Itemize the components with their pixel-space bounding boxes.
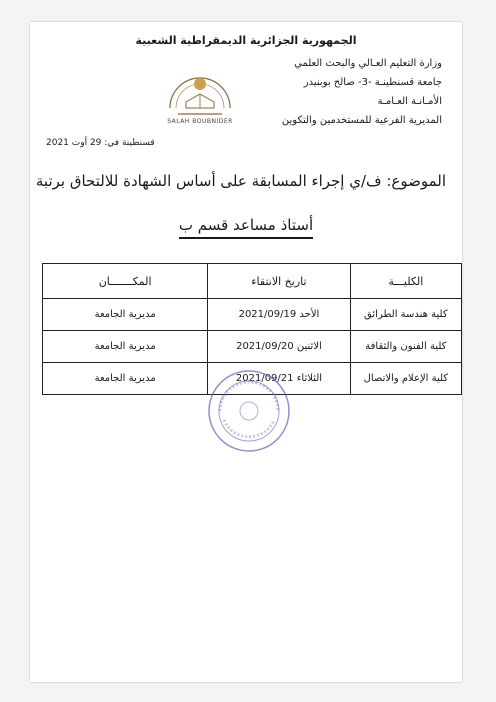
day-name: الاثنين	[296, 341, 322, 352]
ministry-line: وزارة التعليم العـالي والبحث العلمي	[294, 58, 442, 69]
official-stamp	[206, 368, 292, 454]
table-row	[43, 299, 462, 331]
place-cell: مديرية الجامعة	[43, 331, 208, 363]
directorate-line: المديرية الفرعية للمستخدمين والتكوين	[281, 115, 442, 126]
place-cell: مديرية الجامعة	[43, 299, 208, 331]
header-date: تاريخ الانتقاء	[208, 264, 350, 299]
table-row	[43, 331, 462, 363]
subject-line: الموضوع: ف/ي إجراء المسابقة على أساس الشهادة للالتحاق برتبة	[35, 172, 446, 190]
logo-caption: SALAH BOUBNIDER	[167, 118, 233, 125]
day-name: الأحد	[299, 309, 320, 320]
faculty-cell: كلية هندسة الطرائق	[350, 299, 461, 331]
university-logo	[160, 62, 240, 120]
grade-title	[30, 216, 462, 239]
faculty-cell: كلية الإعلام والاتصال	[350, 363, 461, 395]
date-cell	[208, 299, 350, 331]
faculty-cell: كلية الفنون والثقافة	[350, 331, 461, 363]
republic-title: الجمهورية الجزائرية الديمقراطية الشعبية	[135, 34, 357, 47]
grade-text: أستاذ مساعد قسم ب	[179, 216, 313, 239]
place-cell: مديرية الجامعة	[43, 363, 208, 395]
document-date: قسنطينة في: 29 أوت 2021	[46, 138, 155, 148]
date-value: 2021/09/21	[235, 373, 294, 384]
institution-header	[242, 54, 442, 130]
date-value: 2021/09/20	[236, 341, 294, 352]
document-page	[30, 22, 462, 682]
date-cell	[208, 331, 350, 363]
header-place: المكـــــــان	[43, 264, 208, 299]
header-faculty: الكليـــة	[350, 264, 461, 299]
day-name: الثلاثاء	[296, 373, 323, 384]
university-line: جامعة قسنطينـة -3- صالح بوبنيدر	[303, 77, 442, 88]
table-header-row	[43, 264, 462, 299]
secretariat-line: الأمـانـة العـامـة	[377, 96, 442, 107]
date-value: 2021/09/19	[238, 309, 297, 320]
